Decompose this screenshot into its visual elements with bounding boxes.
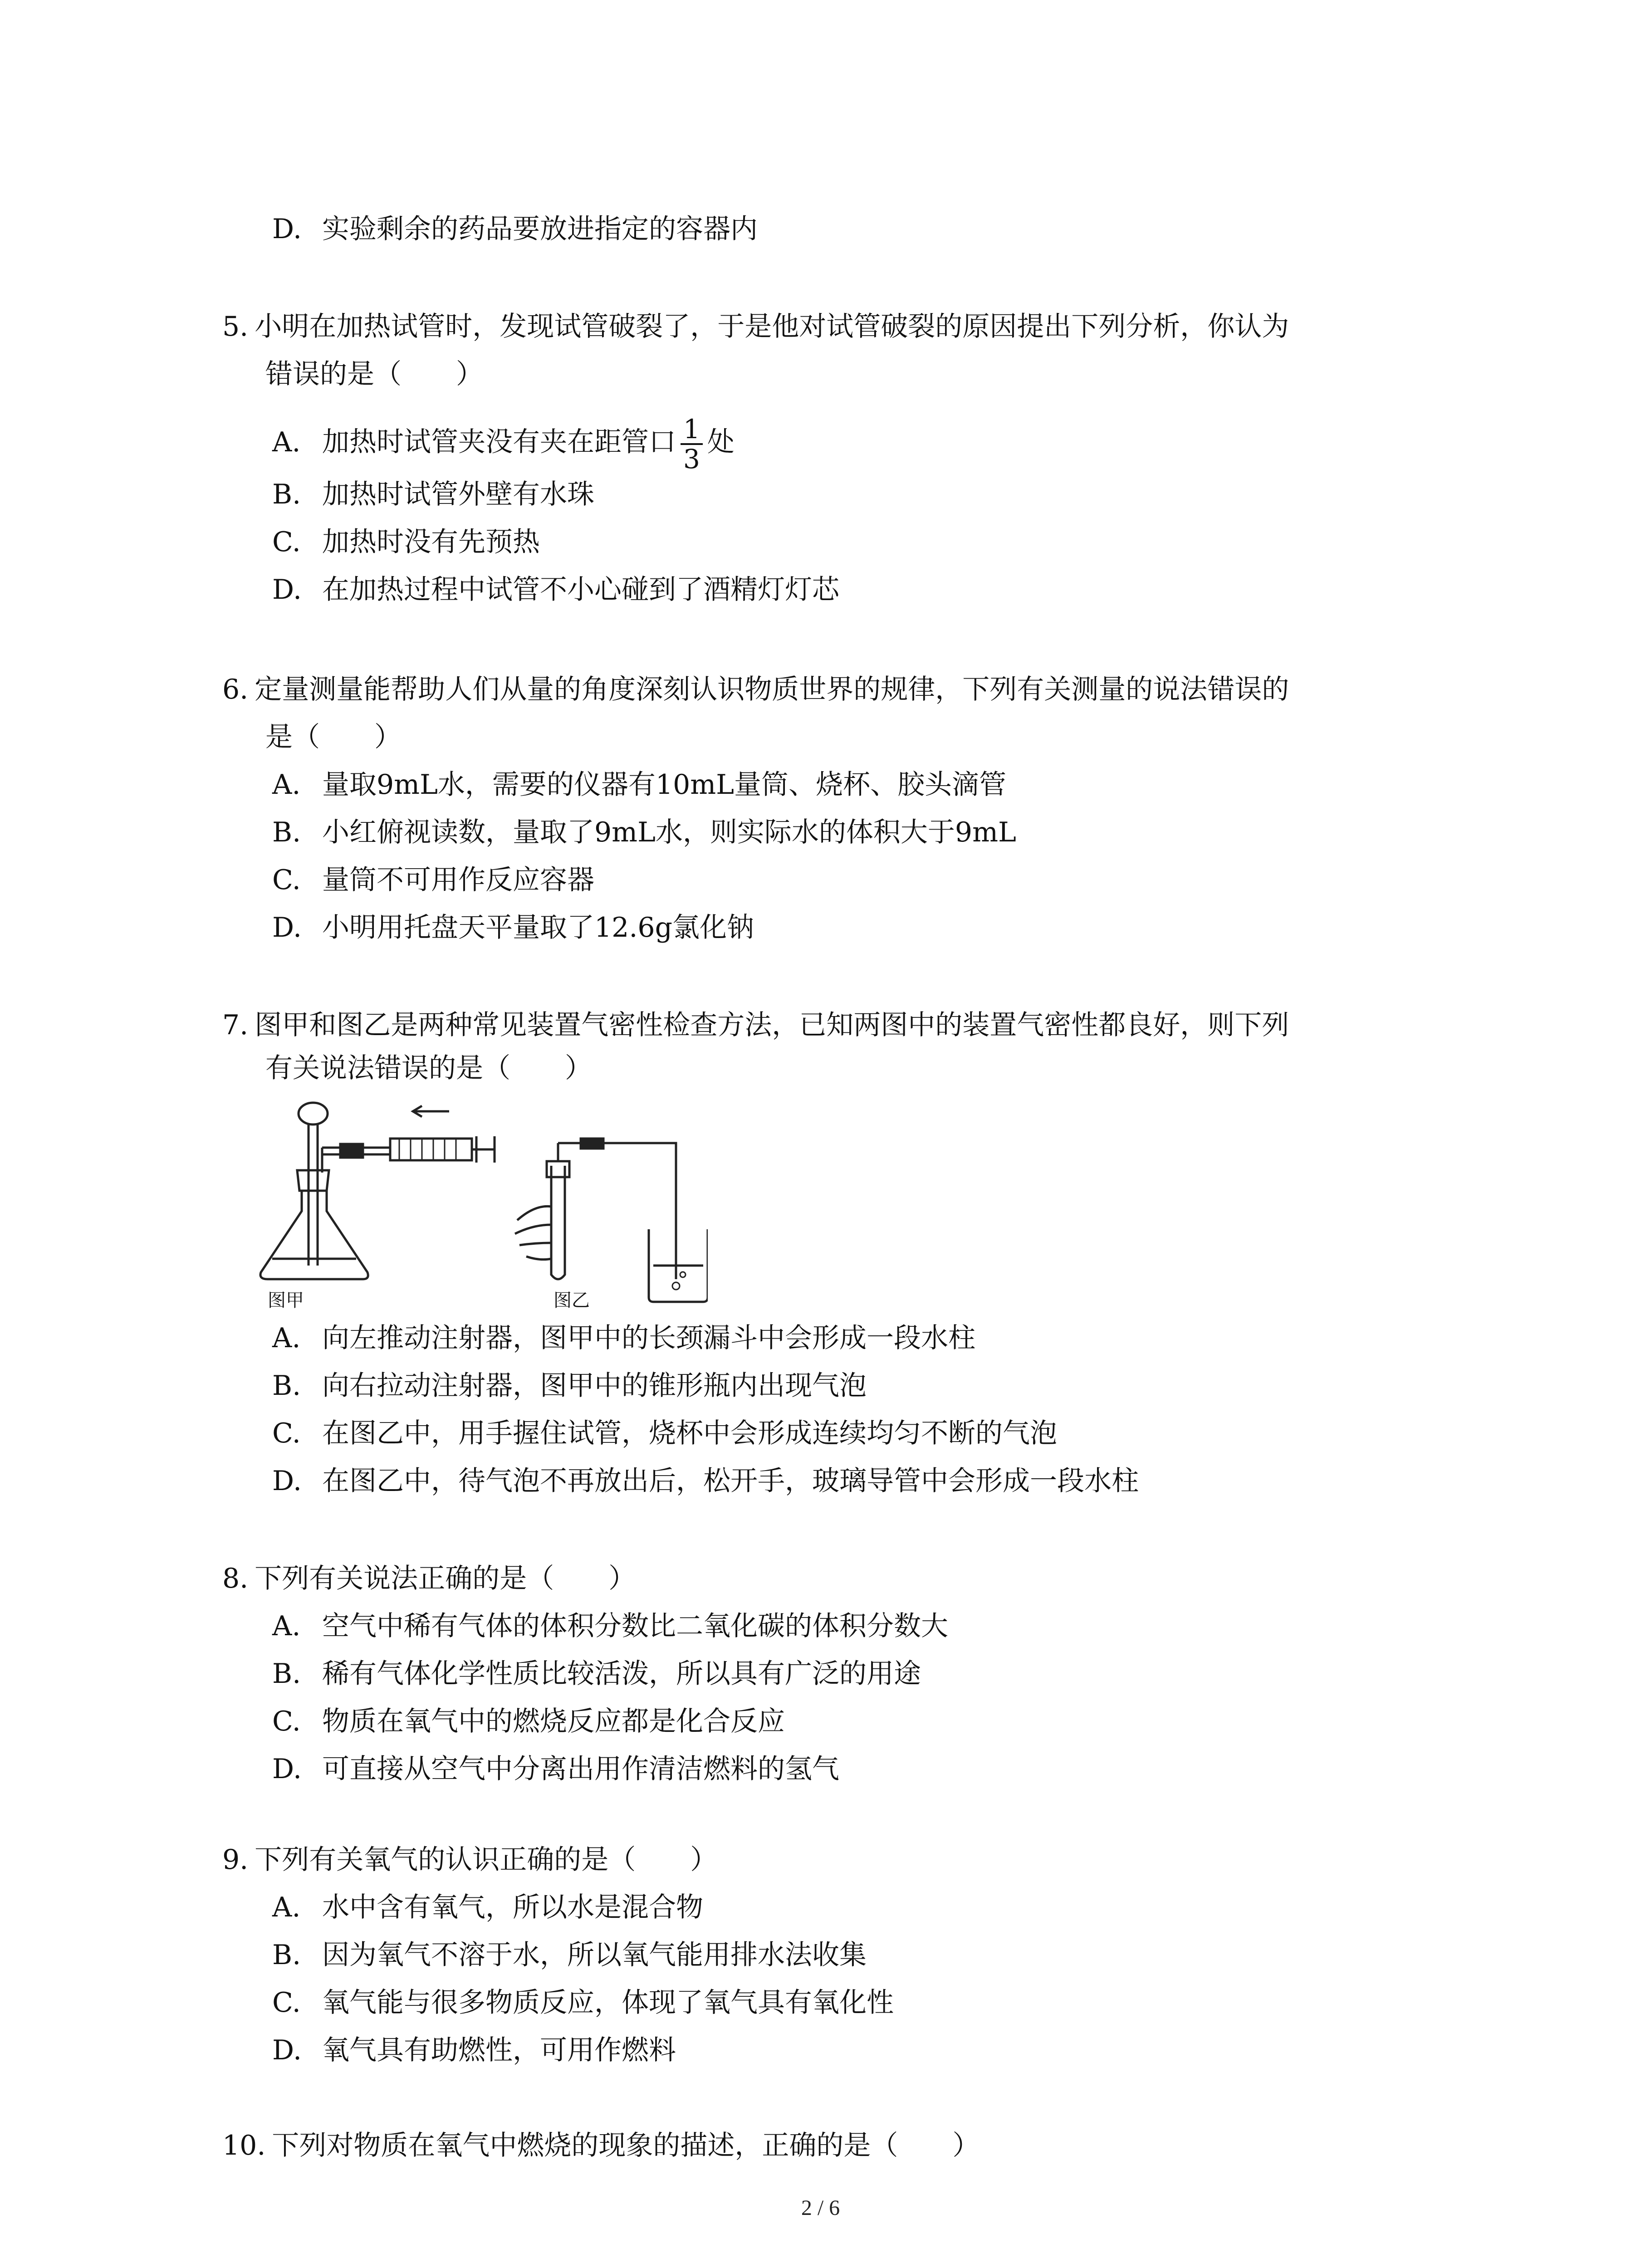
option-text: 小红俯视读数，量取了9mL水，则实际水的体积大于9mL — [322, 816, 1016, 848]
q6-option-b — [272, 814, 1016, 850]
question-text: 下列对物质在氧气中燃烧的现象的描述，正确的是（ ） — [272, 2130, 980, 2161]
q9-option-d — [272, 2032, 676, 2068]
q5-option-d — [272, 572, 839, 608]
option-label: B. — [272, 816, 301, 848]
funnel-bowl — [299, 1103, 328, 1124]
q8-option-d — [272, 1751, 839, 1787]
option-text: 空气中稀有气体的体积分数比二氧化碳的体积分数大 — [322, 1610, 948, 1642]
option-text: 可直接从空气中分离出用作清洁燃料的氢气 — [322, 1753, 839, 1785]
q8-option-c — [272, 1703, 785, 1740]
test-tube — [551, 1166, 565, 1279]
q6-option-c — [272, 862, 594, 898]
rubber-tube — [340, 1144, 363, 1158]
option-label: D. — [272, 912, 302, 943]
question-text: 图甲和图乙是两种常见装置气密性检查方法，已知两图中的装置气密性都良好，则下列 — [255, 1009, 1289, 1041]
delivery-tube — [558, 1143, 676, 1279]
erlenmeyer-flask — [260, 1191, 368, 1279]
bubble-icon — [680, 1272, 686, 1277]
question-text: 小明在加热试管时，发现试管破裂了，于是他对试管破裂的原因提出下列分析，你认为 — [255, 311, 1289, 342]
apparatus-figure — [254, 1093, 708, 1320]
q7-option-b — [272, 1368, 867, 1404]
option-label: B. — [272, 1370, 301, 1402]
option-text: 向右拉动注射器，图甲中的锥形瓶内出现气泡 — [322, 1370, 867, 1402]
option-label: A. — [272, 1892, 301, 1923]
option-text: 氧气能与很多物质反应，体现了氧气具有氧化性 — [322, 1987, 894, 2019]
option-text: 氧气具有助燃性，可用作燃料 — [322, 2034, 676, 2066]
q5-option-b — [272, 476, 594, 513]
q6-option-a — [272, 767, 1006, 803]
option-text: 加热时没有先预热 — [322, 526, 540, 558]
option-text: 在加热过程中试管不小心碰到了酒精灯灯芯 — [322, 574, 839, 606]
question-8-stem — [222, 1560, 636, 1597]
q9-option-c — [272, 1984, 894, 2021]
option-label: D. — [272, 1753, 302, 1785]
option-label: A. — [272, 1610, 301, 1642]
bubble-icon — [672, 1282, 680, 1290]
q5-option-c — [272, 524, 540, 560]
fraction-numerator: 1 — [681, 415, 703, 445]
syringe-plunger — [472, 1136, 495, 1163]
option-text: 加热时试管夹没有夹在距管口 — [322, 426, 676, 458]
option-text: 因为氧气不溶于水，所以氧气能用排水法收集 — [322, 1939, 867, 1971]
q9-option-b — [272, 1937, 867, 1973]
option-label: C. — [272, 1418, 301, 1449]
q7-option-c — [272, 1415, 1057, 1452]
option-text: 在图乙中，待气泡不再放出后，松开手，玻璃导管中会形成一段水柱 — [322, 1465, 1139, 1497]
option-label: C. — [272, 526, 301, 558]
fraction-denominator: 3 — [683, 444, 700, 474]
question-number: 5. — [222, 311, 249, 342]
question-6-stem — [222, 671, 1289, 708]
option-label: D. — [272, 574, 302, 606]
question-5-stem — [222, 308, 1289, 345]
option-text: 小明用托盘天平量取了12.6g氯化钠 — [322, 912, 754, 943]
q8-option-b — [272, 1656, 921, 1692]
option-text: 实验剩余的药品要放进指定的容器内 — [322, 213, 758, 245]
option-label: D. — [272, 213, 302, 245]
option-label: D. — [272, 2034, 302, 2066]
left-arrow-icon — [413, 1106, 449, 1117]
hand-icon — [515, 1206, 551, 1259]
question-text: 有关说法错误的是（ ） — [265, 1052, 592, 1084]
option-label: B. — [272, 1658, 301, 1690]
apparatus-drawing — [254, 1093, 708, 1320]
q7-option-a — [272, 1320, 975, 1356]
fraction — [681, 415, 703, 473]
option-text: 向左推动注射器，图甲中的长颈漏斗中会形成一段水柱 — [322, 1322, 975, 1354]
syringe-graduations — [399, 1139, 456, 1160]
question-number: 8. — [222, 1563, 249, 1594]
q7-option-d — [272, 1463, 1139, 1499]
option-text: 量取9mL水，需要的仪器有10mL量筒、烧杯、胶头滴管 — [322, 769, 1006, 801]
question-7-stem — [222, 1007, 1289, 1043]
option-d-prev — [272, 211, 758, 247]
figure-caption-yi: 图乙 — [554, 1290, 590, 1311]
option-text: 处 — [707, 426, 735, 458]
figure-caption-jia: 图甲 — [268, 1290, 304, 1311]
question-number: 9. — [222, 1844, 249, 1876]
funnel-stem — [309, 1124, 318, 1266]
q5-option-a — [272, 415, 735, 473]
option-label: C. — [272, 1706, 301, 1737]
stopper — [297, 1170, 329, 1191]
option-label: C. — [272, 1987, 301, 2019]
option-text: 物质在氧气中的燃烧反应都是化合反应 — [322, 1706, 785, 1737]
question-text: 下列有关氧气的认识正确的是（ ） — [255, 1844, 718, 1876]
page-number: 2 / 6 — [801, 2196, 840, 2220]
option-label: D. — [272, 1465, 302, 1497]
tube-connector — [581, 1139, 603, 1149]
question-text: 定量测量能帮助人们从量的角度深刻认识物质世界的规律，下列有关测量的说法错误的 — [255, 674, 1289, 705]
option-label: A. — [272, 769, 301, 801]
q8-option-a — [272, 1608, 948, 1644]
option-text: 稀有气体化学性质比较活泼，所以具有广泛的用途 — [322, 1658, 921, 1690]
option-text: 量筒不可用作反应容器 — [322, 864, 594, 896]
question-number: 10. — [222, 2130, 266, 2161]
question-text: 错误的是（ ） — [265, 358, 483, 390]
question-10-stem — [222, 2127, 980, 2164]
option-label: A. — [272, 426, 301, 458]
option-label: A. — [272, 1322, 301, 1354]
test-tube-apparatus — [515, 1139, 708, 1302]
question-7-stem-cont — [265, 1050, 592, 1086]
option-text: 水中含有氧气，所以水是混合物 — [322, 1892, 703, 1923]
syringe-barrel — [390, 1139, 472, 1160]
question-number: 7. — [222, 1009, 249, 1041]
q9-option-a — [272, 1889, 703, 1926]
option-label: C. — [272, 864, 301, 896]
option-label: B. — [272, 1939, 301, 1971]
question-number: 6. — [222, 674, 249, 705]
option-text: 加热时试管外壁有水珠 — [322, 479, 594, 510]
question-5-stem-cont — [265, 356, 483, 392]
question-6-stem-cont — [265, 719, 402, 755]
option-label: B. — [272, 479, 301, 510]
q6-option-d — [272, 909, 754, 946]
option-text: 在图乙中，用手握住试管，烧杯中会形成连续均匀不断的气泡 — [322, 1418, 1057, 1449]
question-9-stem — [222, 1842, 717, 1878]
flask-apparatus — [260, 1103, 495, 1279]
question-text: 下列有关说法正确的是（ ） — [255, 1563, 636, 1594]
question-text: 是（ ） — [265, 721, 402, 753]
